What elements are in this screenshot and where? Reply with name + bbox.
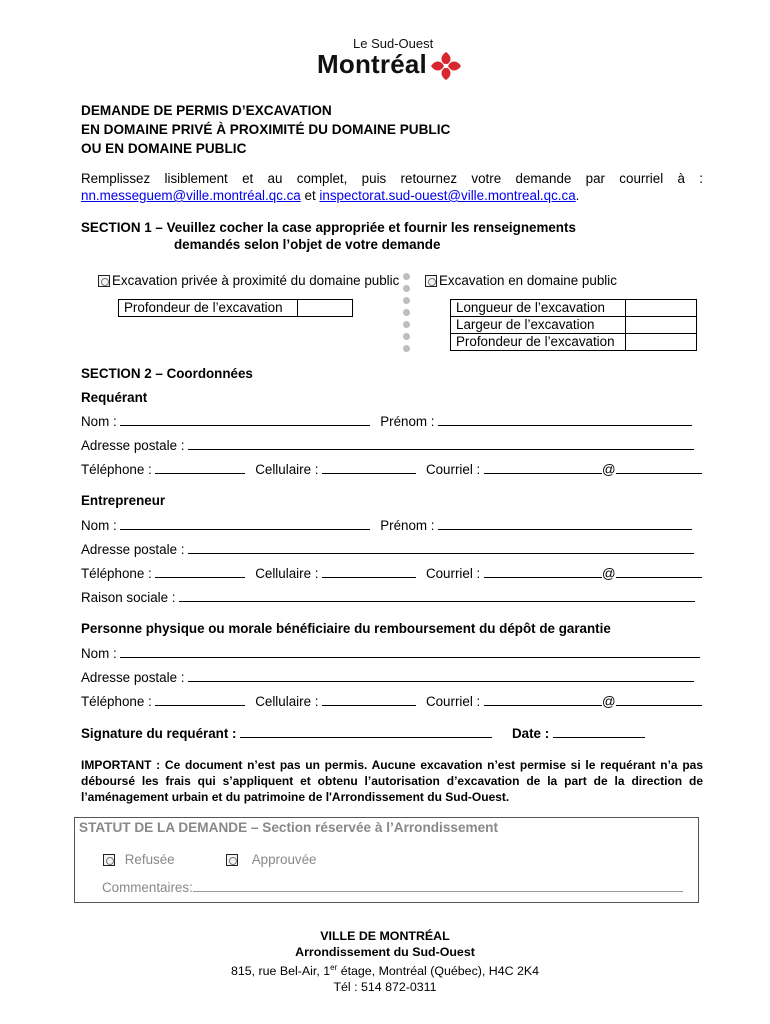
entrepreneur-nom-label: Nom : bbox=[81, 518, 117, 533]
public-field-depth-label: Profondeur de l’excavation bbox=[451, 334, 626, 351]
requerant-courriel-domain-field[interactable] bbox=[616, 461, 702, 474]
requerant-heading: Requérant bbox=[81, 390, 148, 405]
beneficiaire-heading: Personne physique ou morale bénéficiaire du remboursement du dépôt de garantie bbox=[81, 621, 611, 636]
status-refused-option[interactable] bbox=[103, 852, 175, 867]
title-line-1: DEMANDE DE PERMIS D’EXCAVATION bbox=[81, 103, 332, 118]
entrepreneur-prenom-field[interactable] bbox=[438, 517, 692, 530]
beneficiaire-cellulaire-field[interactable] bbox=[322, 693, 416, 706]
status-comments-label: Commentaires: bbox=[102, 880, 193, 895]
public-field-depth-input[interactable] bbox=[626, 334, 697, 351]
intro-end: . bbox=[575, 188, 580, 203]
intro-text: Remplissez lisiblement et au complet, puis retournez votre demande par courriel à : bbox=[81, 171, 703, 186]
entrepreneur-heading: Entrepreneur bbox=[81, 493, 166, 508]
signature-label: Signature du requérant : bbox=[81, 726, 237, 741]
public-field-length-label: Longueur de l’excavation bbox=[451, 300, 626, 317]
separator-dot bbox=[403, 333, 410, 340]
separator-dot bbox=[403, 345, 410, 352]
option-public-label: Excavation en domaine public bbox=[439, 273, 617, 288]
email-link-1[interactable]: nn.messeguem@ville.montréal.qc.ca bbox=[81, 188, 301, 203]
logo-borough-name: Le Sud-Ouest bbox=[353, 36, 434, 51]
montreal-rose-logo-icon bbox=[429, 50, 463, 82]
title-line-3: OU EN DOMAINE PUBLIC bbox=[81, 141, 247, 156]
private-field-input[interactable] bbox=[298, 300, 353, 317]
important-notice: IMPORTANT : Ce document n’est pas un permis. Aucune excavation n’est permise si le requérant n’a pas déboursé les frais qui s’appliquent et obtenu l’autorisation d’excavation de la part de la direction de l’aménagement urbain et du patrimoine de l'Arrondissement du Sud-Ouest. bbox=[81, 758, 703, 804]
entrepreneur-prenom-label: Prénom : bbox=[380, 518, 435, 533]
public-field-width-label: Largeur de l’excavation bbox=[451, 317, 626, 334]
entrepreneur-adresse-field[interactable] bbox=[188, 541, 694, 554]
entrepreneur-courriel-domain-field[interactable] bbox=[616, 565, 702, 578]
intro-connector: et bbox=[304, 188, 316, 203]
logo-city-name: Montréal bbox=[317, 49, 427, 79]
entrepreneur-adresse-label: Adresse postale : bbox=[81, 542, 185, 557]
entrepreneur-cellulaire-label: Cellulaire : bbox=[255, 566, 319, 581]
date-field[interactable] bbox=[553, 725, 645, 738]
title-line-2: EN DOMAINE PRIVÉ À PROXIMITÉ DU DOMAINE PUBLIC bbox=[81, 122, 451, 137]
beneficiaire-courriel-user-field[interactable] bbox=[484, 693, 602, 706]
entrepreneur-at-sign: @ bbox=[602, 566, 616, 581]
requerant-telephone-field[interactable] bbox=[155, 461, 245, 474]
requerant-nom-label: Nom : bbox=[81, 414, 117, 429]
beneficiaire-contact-row bbox=[81, 693, 702, 709]
beneficiaire-adresse-label: Adresse postale : bbox=[81, 670, 185, 685]
entrepreneur-courriel-user-field[interactable] bbox=[484, 565, 602, 578]
section1-heading-line2: demandés selon l’objet de votre demande bbox=[174, 237, 441, 252]
section1-heading-line1: SECTION 1 – Veuillez cocher la case appropriée et fournir les renseignements bbox=[81, 220, 576, 235]
entrepreneur-contact-row bbox=[81, 565, 702, 581]
entrepreneur-nom-field[interactable] bbox=[120, 517, 370, 530]
entrepreneur-raison-label: Raison sociale : bbox=[81, 590, 176, 605]
beneficiaire-nom-label: Nom : bbox=[81, 646, 117, 661]
entrepreneur-raison-field[interactable] bbox=[179, 589, 695, 602]
public-field-length-input[interactable] bbox=[626, 300, 697, 317]
checkbox-refused-icon[interactable] bbox=[103, 854, 115, 866]
requerant-address-row bbox=[81, 437, 694, 453]
requerant-cellulaire-field[interactable] bbox=[322, 461, 416, 474]
footer-address-part1: 815, rue Bel-Air, 1 bbox=[230, 964, 331, 979]
beneficiaire-name-row bbox=[81, 645, 700, 661]
entrepreneur-telephone-field[interactable] bbox=[155, 565, 245, 578]
status-approved-label: Approuvée bbox=[251, 852, 317, 867]
requerant-prenom-field[interactable] bbox=[438, 413, 692, 426]
footer bbox=[0, 928, 770, 995]
option-public[interactable] bbox=[425, 273, 617, 288]
entrepreneur-cellulaire-field[interactable] bbox=[322, 565, 416, 578]
checkbox-public-icon[interactable] bbox=[425, 275, 437, 287]
beneficiaire-nom-field[interactable] bbox=[120, 645, 700, 658]
section2-heading: SECTION 2 – Coordonnées bbox=[81, 366, 253, 381]
public-field-width-input[interactable] bbox=[626, 317, 697, 334]
private-fields-table bbox=[118, 299, 353, 317]
requerant-nom-field[interactable] bbox=[120, 413, 370, 426]
separator-dot bbox=[403, 309, 410, 316]
requerant-at-sign: @ bbox=[602, 462, 616, 477]
signature-row bbox=[81, 725, 645, 741]
beneficiaire-address-row bbox=[81, 669, 694, 685]
entrepreneur-name-row bbox=[81, 517, 692, 533]
intro-paragraph bbox=[81, 170, 703, 204]
requerant-courriel-label: Courriel : bbox=[425, 462, 481, 477]
status-refused-label: Refusée bbox=[124, 852, 175, 867]
beneficiaire-telephone-field[interactable] bbox=[155, 693, 245, 706]
option-private[interactable] bbox=[98, 273, 399, 288]
requerant-telephone-label: Téléphone : bbox=[81, 462, 152, 477]
date-label: Date : bbox=[511, 726, 550, 741]
separator-dot bbox=[403, 297, 410, 304]
beneficiaire-telephone-label: Téléphone : bbox=[81, 694, 152, 709]
requerant-contact-row bbox=[81, 461, 702, 477]
footer-borough: Arrondissement du Sud-Ouest bbox=[295, 945, 475, 959]
entrepreneur-courriel-label: Courriel : bbox=[425, 566, 481, 581]
entrepreneur-telephone-label: Téléphone : bbox=[81, 566, 152, 581]
separator-dot bbox=[403, 273, 410, 280]
separator-dot bbox=[403, 321, 410, 328]
beneficiaire-adresse-field[interactable] bbox=[188, 669, 694, 682]
form-title bbox=[81, 101, 450, 158]
status-heading: STATUT DE LA DEMANDE – Section réservée à l’Arrondissement bbox=[79, 820, 498, 835]
separator-dot bbox=[403, 285, 410, 292]
entrepreneur-raison-row bbox=[81, 589, 695, 605]
footer-address bbox=[0, 960, 770, 979]
checkbox-private-icon[interactable] bbox=[98, 275, 110, 287]
private-field-label: Profondeur de l’excavation bbox=[119, 300, 298, 317]
status-comments-field[interactable] bbox=[193, 879, 683, 892]
requerant-cellulaire-label: Cellulaire : bbox=[255, 462, 319, 477]
email-link-2[interactable]: inspectorat.sud-ouest@ville.montreal.qc.ca bbox=[319, 188, 576, 203]
status-approved-option[interactable] bbox=[226, 852, 317, 867]
footer-phone: Tél : 514 872-0311 bbox=[333, 980, 437, 995]
public-fields-table bbox=[450, 299, 697, 351]
option-private-label: Excavation privée à proximité du domaine public bbox=[112, 273, 400, 288]
status-comments-row bbox=[102, 879, 683, 895]
beneficiaire-at-sign: @ bbox=[602, 694, 616, 709]
requerant-adresse-field[interactable] bbox=[188, 437, 694, 450]
requerant-adresse-label: Adresse postale : bbox=[81, 438, 185, 453]
status-box bbox=[74, 817, 699, 903]
footer-address-sup: er bbox=[330, 963, 338, 972]
beneficiaire-courriel-domain-field[interactable] bbox=[616, 693, 702, 706]
signature-field[interactable] bbox=[240, 725, 492, 738]
footer-city: VILLE DE MONTRÉAL bbox=[320, 929, 450, 943]
footer-address-part2: étage, Montréal (Québec), H4C 2K4 bbox=[337, 964, 540, 979]
requerant-prenom-label: Prénom : bbox=[380, 414, 435, 429]
beneficiaire-cellulaire-label: Cellulaire : bbox=[255, 694, 319, 709]
entrepreneur-address-row bbox=[81, 541, 694, 557]
requerant-courriel-user-field[interactable] bbox=[484, 461, 602, 474]
checkbox-approved-icon[interactable] bbox=[226, 854, 238, 866]
requerant-name-row bbox=[81, 413, 692, 429]
beneficiaire-courriel-label: Courriel : bbox=[425, 694, 481, 709]
